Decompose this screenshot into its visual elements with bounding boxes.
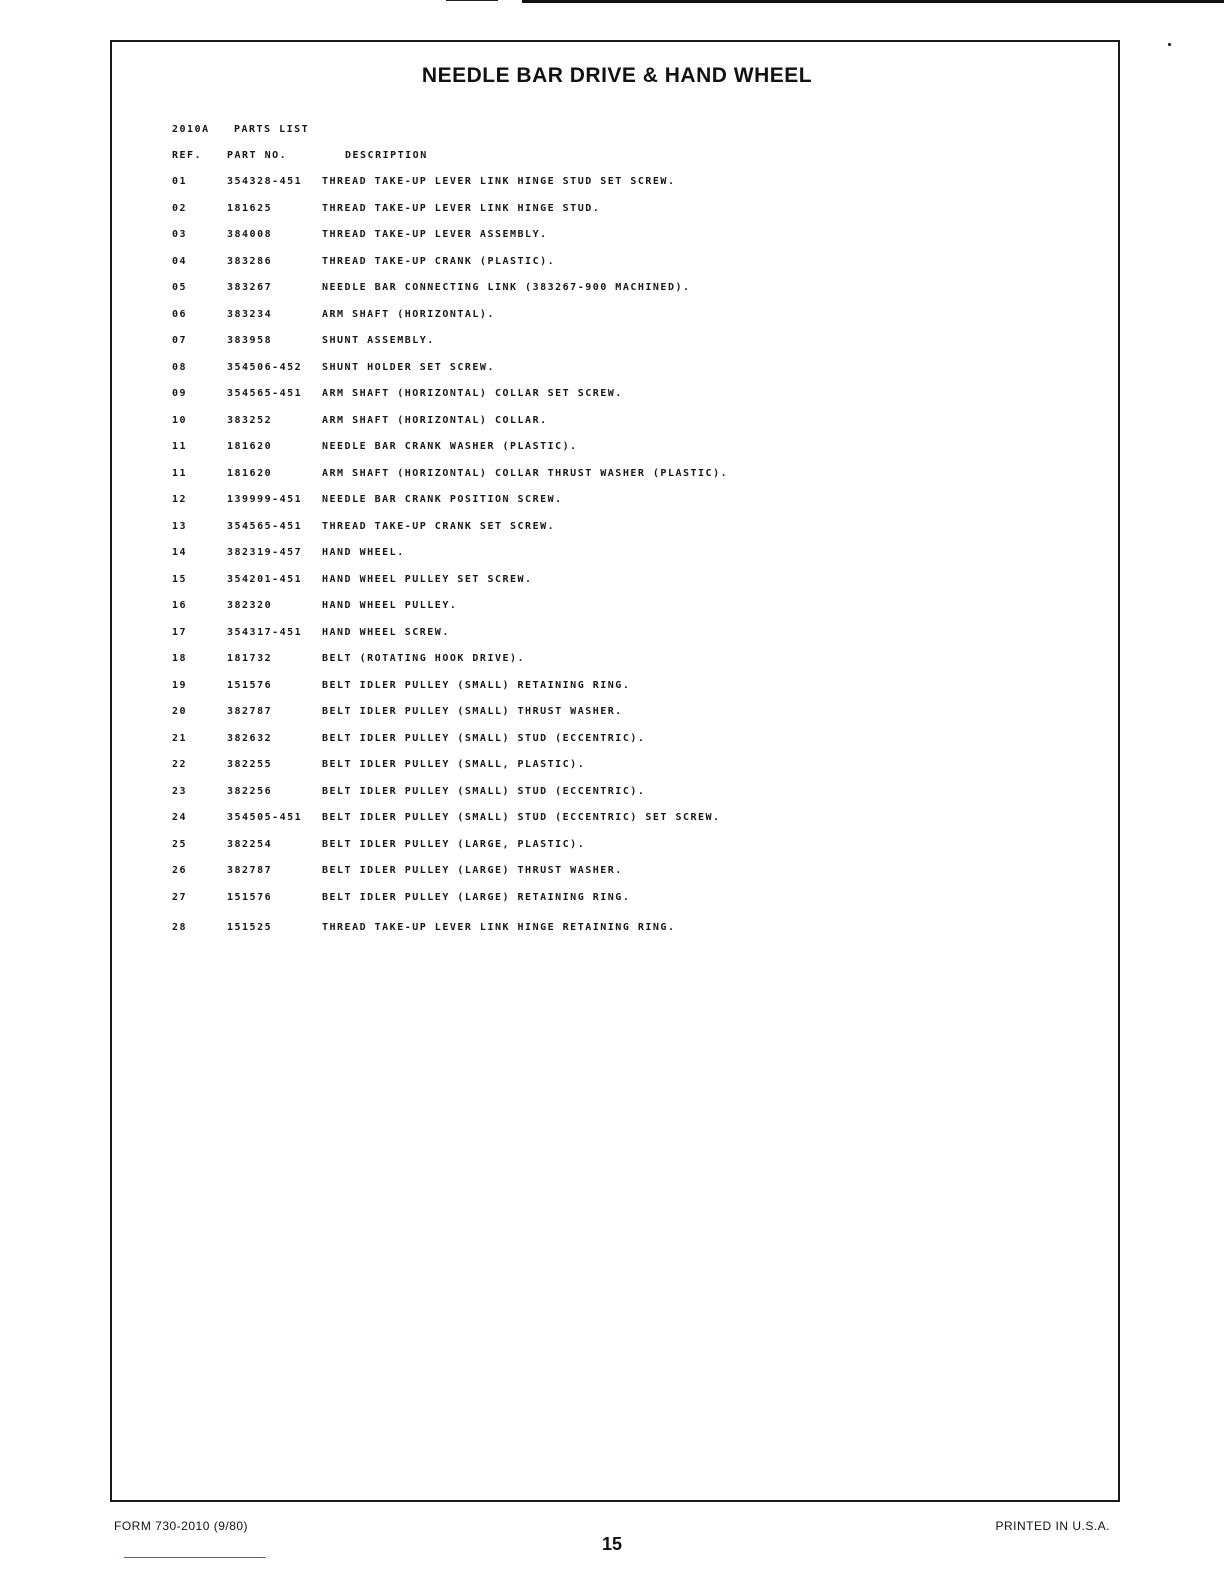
parts-row — [172, 174, 728, 201]
parts-row — [172, 731, 728, 758]
description-cell: BELT IDLER PULLEY (SMALL) STUD (ECCENTRIC). — [322, 732, 646, 744]
part-no-cell: 382319-457 — [227, 547, 303, 558]
ref-cell: 12 — [172, 494, 188, 505]
ref-cell: 11 — [172, 467, 188, 479]
description-cell: BELT IDLER PULLEY (SMALL) THRUST WASHER. — [322, 706, 623, 717]
description-cell: BELT IDLER PULLEY (LARGE) THRUST WASHER. — [322, 865, 623, 876]
parts-row — [172, 439, 728, 466]
description-cell: THREAD TAKE-UP LEVER LINK HINGE RETAINING RING. — [322, 922, 676, 933]
parts-row — [172, 492, 728, 519]
scan-speck — [1168, 43, 1171, 46]
part-no-cell: 382320 — [227, 600, 273, 611]
parts-row — [172, 280, 728, 307]
part-no-cell: 382255 — [227, 759, 273, 770]
description-cell: ARM SHAFT (HORIZONTAL) COLLAR. — [322, 414, 548, 426]
description-cell: BELT (ROTATING HOOK DRIVE). — [322, 653, 526, 664]
description-cell: BELT IDLER PULLEY (LARGE, PLASTIC). — [322, 838, 586, 850]
description-cell: BELT IDLER PULLEY (SMALL, PLASTIC). — [322, 759, 586, 770]
ref-cell: 20 — [172, 706, 188, 717]
ref-cell: 15 — [172, 573, 188, 585]
ref-cell: 18 — [172, 653, 188, 664]
ref-cell: 11 — [172, 441, 188, 452]
parts-row — [172, 863, 728, 890]
part-no-cell: 151576 — [227, 679, 273, 691]
parts-row — [172, 360, 728, 387]
part-no-cell: 354565-451 — [227, 520, 303, 532]
page-number: 15 — [601, 1534, 623, 1554]
parts-list-heading — [172, 122, 728, 148]
parts-row — [172, 810, 728, 837]
parts-row — [172, 519, 728, 546]
part-no-cell: 383958 — [227, 335, 273, 346]
part-no-cell: 151576 — [227, 891, 273, 903]
description-cell: HAND WHEEL SCREW. — [322, 626, 450, 638]
parts-row — [172, 227, 728, 254]
description-cell: HAND WHEEL PULLEY. — [322, 600, 458, 611]
printed-in: PRINTED IN U.S.A. — [995, 1519, 1110, 1533]
parts-row — [172, 254, 728, 281]
parts-row — [172, 466, 728, 493]
part-no-cell: 354317-451 — [227, 626, 303, 638]
ref-cell: 25 — [172, 838, 188, 850]
page-frame — [110, 40, 1120, 1502]
description-cell: HAND WHEEL PULLEY SET SCREW. — [322, 573, 533, 585]
parts-row — [172, 890, 728, 917]
ref-cell: 04 — [172, 255, 188, 267]
ref-cell: 10 — [172, 414, 188, 426]
part-no-cell: 382632 — [227, 732, 273, 744]
description-cell: BELT IDLER PULLEY (LARGE) RETAINING RING. — [322, 891, 631, 903]
parts-row — [172, 678, 728, 705]
ref-cell: 09 — [172, 388, 188, 399]
description-cell: NEEDLE BAR CRANK WASHER (PLASTIC). — [322, 441, 578, 452]
ref-cell: 23 — [172, 785, 188, 797]
description-cell: BELT IDLER PULLEY (SMALL) STUD (ECCENTRIC) SET SCREW. — [322, 812, 721, 823]
parts-row — [172, 572, 728, 599]
part-no-cell: 354565-451 — [227, 388, 303, 399]
parts-rows — [172, 174, 728, 947]
parts-list-label: PARTS LIST — [234, 124, 310, 135]
part-no-cell: 384008 — [227, 229, 273, 240]
description-cell: ARM SHAFT (HORIZONTAL). — [322, 308, 495, 320]
form-number: FORM 730-2010 (9/80) — [114, 1519, 249, 1533]
part-no-cell: 354506-452 — [227, 361, 303, 373]
description-cell: THREAD TAKE-UP LEVER ASSEMBLY. — [322, 229, 548, 240]
top-edge-rule-long — [522, 0, 1224, 3]
parts-row — [172, 784, 728, 811]
ref-cell: 27 — [172, 891, 188, 903]
parts-row — [172, 625, 728, 652]
ref-cell: 14 — [172, 547, 188, 558]
description-cell: THREAD TAKE-UP CRANK (PLASTIC). — [322, 255, 556, 267]
description-cell: SHUNT ASSEMBLY. — [322, 335, 435, 346]
ref-cell: 24 — [172, 812, 188, 823]
parts-row — [172, 386, 728, 413]
ref-cell: 26 — [172, 865, 188, 876]
ref-cell: 21 — [172, 732, 188, 744]
ref-cell: 19 — [172, 679, 188, 691]
description-cell: BELT IDLER PULLEY (SMALL) STUD (ECCENTRIC). — [322, 785, 646, 797]
ref-cell: 28 — [172, 922, 188, 933]
part-no-cell: 354505-451 — [227, 812, 303, 823]
part-no-cell: 382787 — [227, 706, 273, 717]
part-no-cell: 383234 — [227, 308, 273, 320]
parts-row — [172, 307, 728, 334]
ref-cell: 02 — [172, 202, 188, 214]
description-cell: THREAD TAKE-UP LEVER LINK HINGE STUD. — [322, 202, 601, 214]
description-cell: THREAD TAKE-UP CRANK SET SCREW. — [322, 520, 556, 532]
parts-row — [172, 333, 728, 360]
model-code: 2010A — [172, 124, 210, 135]
column-headers — [172, 148, 728, 174]
parts-row — [172, 598, 728, 625]
part-no-cell: 181625 — [227, 202, 273, 214]
ref-cell: 22 — [172, 759, 188, 770]
description-cell: NEEDLE BAR CONNECTING LINK (383267-900 MACHINED). — [322, 282, 691, 293]
part-no-cell: 383252 — [227, 414, 273, 426]
parts-row — [172, 545, 728, 572]
ref-cell: 13 — [172, 520, 188, 532]
description-cell: ARM SHAFT (HORIZONTAL) COLLAR SET SCREW. — [322, 388, 623, 399]
top-edge-rule-short — [446, 0, 498, 1]
page-title: NEEDLE BAR DRIVE & HAND WHEEL — [421, 64, 813, 87]
parts-row — [172, 837, 728, 864]
parts-row — [172, 201, 728, 228]
ref-cell: 05 — [172, 282, 188, 293]
parts-row — [172, 651, 728, 678]
part-no-cell: 382256 — [227, 785, 273, 797]
description-cell: BELT IDLER PULLEY (SMALL) RETAINING RING. — [322, 679, 631, 691]
ref-cell: 08 — [172, 361, 188, 373]
description-cell: THREAD TAKE-UP LEVER LINK HINGE STUD SET SCREW. — [322, 176, 676, 187]
part-no-cell: 354201-451 — [227, 573, 303, 585]
part-no-cell: 181620 — [227, 441, 273, 452]
description-cell: HAND WHEEL. — [322, 547, 405, 558]
part-no-cell: 383286 — [227, 255, 273, 267]
parts-list — [172, 122, 728, 947]
part-no-cell: 139999-451 — [227, 494, 303, 505]
part-no-cell: 382254 — [227, 838, 273, 850]
description-cell: ARM SHAFT (HORIZONTAL) COLLAR THRUST WASHER (PLASTIC). — [322, 467, 729, 479]
part-no-column-header: PART NO. — [227, 150, 288, 161]
part-no-cell: 382787 — [227, 865, 273, 876]
parts-row — [172, 920, 728, 947]
ref-cell: 16 — [172, 600, 188, 611]
ref-cell: 01 — [172, 176, 188, 187]
description-cell: SHUNT HOLDER SET SCREW. — [322, 361, 495, 373]
ref-cell: 17 — [172, 626, 188, 638]
part-no-cell: 383267 — [227, 282, 273, 293]
part-no-cell: 181732 — [227, 653, 273, 664]
ref-cell: 07 — [172, 335, 188, 346]
ref-cell: 06 — [172, 308, 188, 320]
part-no-cell: 181620 — [227, 467, 273, 479]
parts-row — [172, 413, 728, 440]
ref-column-header: REF. — [172, 150, 203, 161]
part-no-cell: 354328-451 — [227, 176, 303, 187]
ref-cell: 03 — [172, 229, 188, 240]
part-no-cell: 151525 — [227, 922, 273, 933]
scan-underline — [124, 1557, 266, 1558]
description-cell: NEEDLE BAR CRANK POSITION SCREW. — [322, 494, 563, 505]
parts-row — [172, 757, 728, 784]
description-column-header: DESCRIPTION — [345, 150, 428, 161]
parts-row — [172, 704, 728, 731]
